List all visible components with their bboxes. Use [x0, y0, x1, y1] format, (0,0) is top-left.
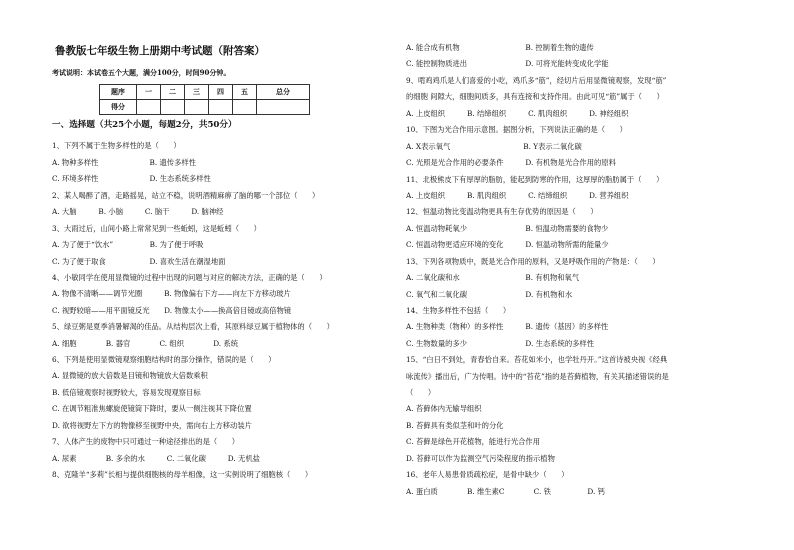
score-cell: [185, 100, 209, 115]
question-line: 4、小敏同学在使用显微镜的过程中出现的问题与对应的解决方法，正确的是（ ）: [52, 273, 327, 282]
question-line: （ ）: [406, 388, 436, 397]
question-line: C. 为了便于取食 D. 喜欢生活在潮湿地面: [52, 257, 226, 266]
question-line: C. 恒温动物更适应环境的变化 D. 恒温动物所需的能量少: [406, 240, 609, 249]
question-line: C. 光照是光合作用的必要条件 D. 有机物是光合作用的原料: [406, 158, 616, 167]
question-line: 12、恒温动物比变温动物更具有生存优势的原因是（ ）: [406, 207, 598, 216]
question-line: C. 在调节粗准焦螺旋使镜筒下降时，要从一侧注视其下降位置: [52, 404, 252, 413]
question-line: A. 显微镜的放大倍数是目镜和物镜放大倍数乘积: [52, 371, 208, 380]
score-header-cell: 五: [233, 85, 257, 100]
question-line: A. 物像不清晰——调节光圈 B. 物像偏右下方——向左下方移动玻片: [52, 289, 291, 298]
score-cell: [209, 100, 233, 115]
question-line: C. 视野较暗——用平面镜反光 D. 物像太小——换高倍目镜或高倍物镜: [52, 306, 292, 315]
section-title: 一、选择题（共25个小题，每题2分，共50分）: [52, 120, 237, 130]
question-line: 10、下图为光合作用示意图。据图分析，下列说法正确的是（ ）: [406, 125, 627, 134]
question-line: 8、克隆羊“多莉”长相与提供细胞核的母羊相像，这一实例说明了细胞核（ ）: [52, 470, 313, 479]
score-cell: [233, 100, 257, 115]
score-cell: [257, 100, 310, 115]
question-line: A. 蛋白质 B. 维生素C C. 铁 D. 钙: [406, 487, 605, 496]
question-line: 7、人体产生的废物中只可通过一种途径排出的是（ ）: [52, 437, 240, 446]
question-line: C. 生物数量的多少 D. 生态系统的多样性: [406, 339, 595, 348]
score-header-cell: 二: [161, 85, 185, 100]
question-line: A. 生物种类（物种）的多样性 B. 遗传（基因）的多样性: [406, 322, 609, 331]
question-line: A. 二氧化碳和水 B. 有机物和氧气: [406, 273, 580, 282]
score-table: [99, 84, 310, 115]
question-line: A. 上皮组织 B. 肌肉组织 C. 结缔组织 D. 营养组织: [406, 191, 629, 200]
question-line: A. 物种多样性 B. 遗传多样性: [52, 158, 196, 167]
question-line: 2、某人喝醉了酒，走路摇晃，站立不稳，说明酒精麻痹了脑的哪一个部位（ ）: [52, 191, 320, 200]
question-line: 15、“白日不到处，青春恰自来。苔花如米小，也学牡丹开。”这首诗被央视《经典: [406, 355, 668, 364]
score-table-header-row: [100, 85, 310, 100]
question-line: B. 低倍镜观察时视野较大，容易发现观察目标: [52, 388, 201, 397]
question-line: C. 苔藓是绿色开花植物，能进行光合作用: [406, 437, 541, 446]
question-line: A. 苔藓体内无输导组织: [406, 404, 482, 413]
score-row-label: 得分: [100, 100, 137, 115]
question-line: D. 欲将视野左下方的物像移至视野中央，需向右上方移动装片: [52, 421, 252, 430]
question-line: A. 尿素 B. 多余的水 C. 二氧化碳 D. 无机盐: [52, 454, 260, 463]
question-line: C. 氧气和二氧化碳 D. 有机物和水: [406, 290, 573, 299]
question-line: 5、绿豆粥是夏季消暑解渴的佳品。从结构层次上看，其原料绿豆属于植物体的（ ）: [52, 322, 334, 331]
score-cell: [161, 100, 185, 115]
question-line: 11、北极熊皮下有厚厚的脂肪，能起到防寒的作用，这厚厚的脂肪属于（ ）: [406, 175, 664, 184]
question-line: C. 能控制物质进出 D. 可将光能转变成化学能: [406, 59, 609, 68]
question-line: A. 上皮组织 B. 结缔组织 C. 肌肉组织 D. 神经组织: [406, 109, 629, 118]
question-line: C. 环境多样性 D. 生态系统多样性: [52, 174, 211, 183]
question-line: 9、啃鸡鸡爪是人们喜爱的小吃，鸡爪多“筋”，经切片后用显微镜观察，发现“筋”: [406, 76, 667, 85]
score-header-cell: 三: [185, 85, 209, 100]
score-header-cell: 总分: [257, 85, 310, 100]
exam-note: 考试说明：本试卷五个大题，满分100分，时间90分钟。: [52, 68, 231, 77]
question-line: 3、大雨过后，山间小路上常常见到一些蚯蚓，这是蚯蚓（ ）: [52, 224, 261, 233]
question-line: 13、下列各项物质中，既是光合作用的原料，又是呼吸作用的产物是：（ ）: [406, 257, 660, 266]
question-line: A. 为了便于“饮水” B. 为了便于呼吸: [52, 240, 204, 249]
question-line: D. 苔藓可以作为监测空气污染程度的指示植物: [406, 454, 555, 463]
question-line: 1、下列不属于生物多样性的是（ ）: [52, 141, 181, 150]
question-line: A. 能合成有机物 B. 控制着生物的遗传: [406, 43, 594, 52]
page-title: 鲁教版七年级生物上册期中考试题（附答案）: [55, 45, 265, 57]
score-header-cell: 四: [209, 85, 233, 100]
question-line: 16、老年人易患骨质疏松症，是骨中缺少（ ）: [406, 470, 569, 479]
question-line: 咏流传》播出后，广为传唱。诗中的“苔花”指的是苔藓植物，有关其描述错误的是: [406, 372, 669, 381]
question-line: 6、下列是使用显微镜观察细胞结构时的部分操作，错误的是（ ）: [52, 355, 276, 364]
question-line: 的细胞 间隙大，细胞间质多，具有连接和支持作用。由此可见“筋”属于（ ）: [406, 92, 664, 101]
score-header-cell: 一: [137, 85, 161, 100]
question-line: A. 细胞 B. 器官 C. 组织 D. 系统: [52, 339, 239, 348]
question-line: 14、生物多样性不包括（ ）: [406, 306, 511, 315]
score-header-cell: 题序: [100, 85, 137, 100]
question-line: A. 大脑 B. 小脑 C. 脑干 D. 脑神经: [52, 207, 224, 216]
score-cell: [137, 100, 161, 115]
score-table-score-row: [100, 100, 310, 115]
question-line: A. X表示氧气 B. Y表示二氧化碳: [406, 142, 582, 151]
question-line: A. 恒温动物耗氧少 B. 恒温动物需要的食物少: [406, 224, 609, 233]
question-line: B. 苔藓具有类似茎和叶的分化: [406, 421, 504, 430]
